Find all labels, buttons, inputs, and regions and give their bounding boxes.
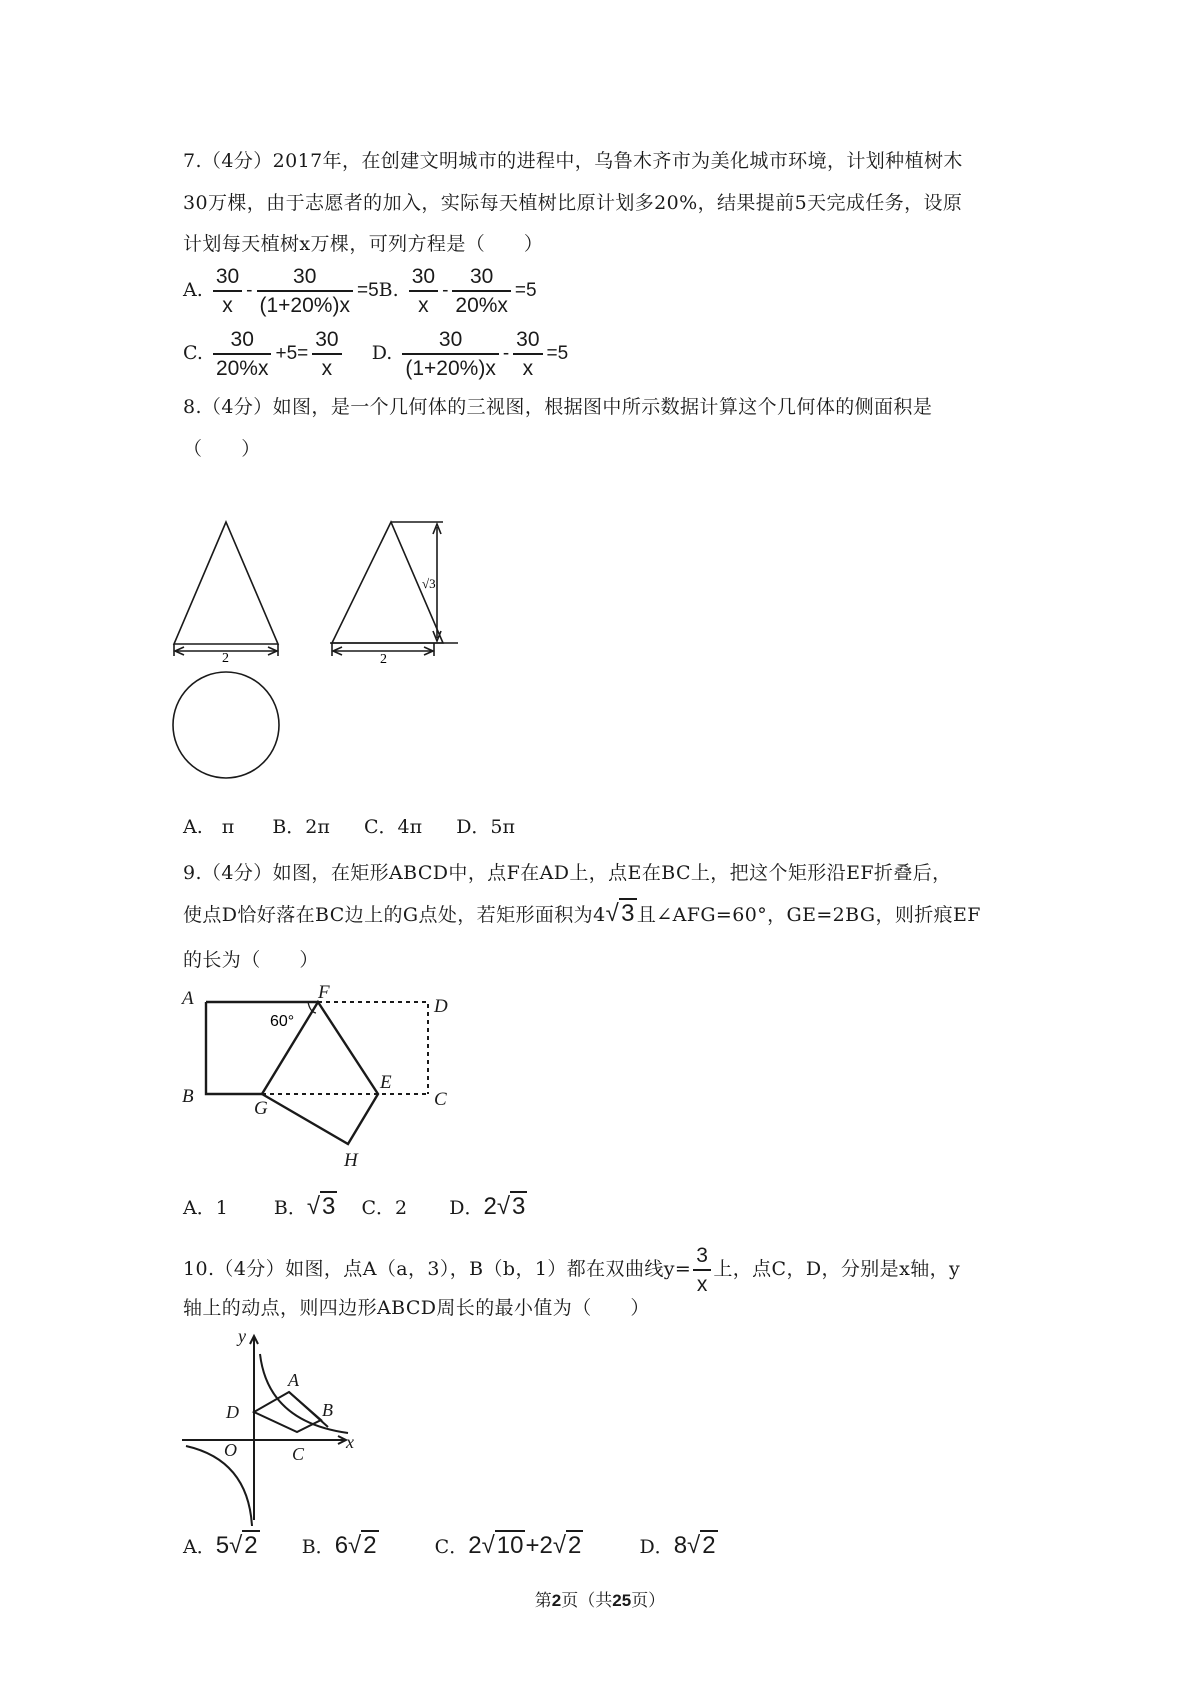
q10-label-c: C [292,1444,305,1464]
q9-label-g: G [254,1098,268,1119]
q10-hyperbola-frac: $\frac{3}{x}$ [693,1242,711,1298]
q9-label-b: B [182,1086,194,1107]
q10-options [183,1532,718,1560]
q7-options-row-1: A. $\frac{30}{x}$ - $\frac{30}{(1+20\%)x}$ =5B. $\frac{30}{x}$ - $\frac{30}{20\%x}$ =5 [183,265,537,317]
q9-angle-label: 60° [270,1013,295,1030]
q8-three-view-figure [170,510,500,790]
q10-option-d-value: 8√2 [673,1532,716,1559]
q8-option-c: C．4π [363,816,423,838]
q10-hyperbola-branch-2 [186,1446,252,1526]
q7-options-row-2: C. $\frac{30}{20\%x}$ +5= $\frac{30}{x}$ D. $\frac{30}{(1+20\%)x}$ - $\frac{30}{x}$ =5 [183,328,569,380]
q9-folded-rectangle-figure [178,982,468,1182]
q8-top-view-circle [173,672,279,778]
q8-side-width-label: 2 [380,652,387,667]
q9-label-e: E [380,1072,392,1093]
q9-option-b-label: B． [273,1197,307,1219]
q7-option-c-label: C. [183,342,203,364]
q8-options [183,812,515,839]
q9-option-b-value: √3 [306,1193,336,1220]
q8-front-width-label: 2 [222,651,229,666]
q8-line-2: （ ） [183,438,261,460]
q7-option-b-label: B. [378,279,399,301]
q10-label-o: O [224,1440,237,1460]
q10-label-x: x [346,1432,354,1452]
q10-line-2: 轴上的动点，则四边形ABCD周长的最小值为（ ） [183,1297,650,1319]
q9-option-d-label: D． [449,1197,484,1219]
q7-option-c-frac-1: $\frac{30}{20\%x}$ [213,326,272,382]
q7-line-3: 计划每天植树x万棵，可列方程是（ ） [183,233,544,255]
q9-line-2: 使点D恰好落在BC边上的G点处，若矩形面积为4√3 且∠AFG=60°，GE=2BG，则折痕EF [183,900,981,927]
q9-label-d: D [434,996,448,1017]
q10-option-c-label: C． [434,1536,469,1558]
total-page-count: 25 [612,1591,632,1610]
q10-option-d-label: D． [639,1536,674,1558]
q10-label-y: y [238,1330,246,1346]
q10-option-a-label: A． [183,1536,216,1558]
q9-label-h: H [344,1150,358,1171]
q7-option-b-frac-2: $\frac{30}{20\%x}$ [452,263,511,319]
q9-label-a: A [182,988,194,1009]
q8-option-a: A. π [183,816,235,838]
q9-option-a: A．1 [183,1197,228,1219]
q10-label-d: D [226,1402,239,1422]
q10-hyperbola-figure [178,1330,378,1530]
q7-option-a-frac-2: $\frac{30}{(1+20\%)x}$ [257,263,353,319]
current-page-number: 2 [551,1591,562,1610]
q7-option-c-frac-2: $\frac{30}{x}$ [312,326,341,382]
q10-option-a-value: 5√2 [215,1532,258,1559]
page-footer: 第2页（共25页） [534,1591,666,1611]
q10-label-a: A [288,1370,299,1390]
q8-option-d: D．5π [456,816,516,838]
q9-label-c: C [434,1089,447,1110]
q8-option-b: B．2π [272,816,330,838]
q7-option-a-frac-1: $\frac{30}{x}$ [213,263,242,319]
q10-option-b-value: 6√2 [334,1532,377,1559]
q8-line-1: 8.（4分）如图，是一个几何体的三视图，根据图中所示数据计算这个几何体的侧面积是 [183,396,933,418]
q10-line-1: 10.（4分）如图，点A（a，3），B（b，1）都在双曲线y= $\frac{3}{x}$ 上，点C，D，分别是x轴，y [183,1244,961,1296]
q7-option-d-label: D. [371,342,393,364]
q10-label-b: B [322,1400,333,1420]
q8-side-height-label: √3 [422,576,436,591]
q7-line-1: 7.（4分）2017年，在创建文明城市的进程中，乌鲁木齐市为美化城市环境，计划种植树木 [183,150,963,172]
q8-front-view [174,522,278,656]
q8-side-view [330,522,458,656]
q7-option-d-frac-2: $\frac{30}{x}$ [513,326,542,382]
q9-option-d-value: 2√3 [483,1193,526,1220]
q9-options [183,1193,527,1221]
q10-option-c-value: 2√10+2√2 [468,1532,582,1559]
q7-option-d-frac-1: $\frac{30}{(1+20\%)x}$ [402,326,498,382]
q7-option-b-frac-1: $\frac{30}{x}$ [409,263,438,319]
q10-option-b-label: B． [301,1536,335,1558]
q9-option-c: C．2 [361,1197,408,1219]
q7-option-a-label: A. [183,279,203,301]
q9-sqrt-3: √3 [605,900,635,927]
q9-line-3: 的长为（ ） [183,949,319,971]
q9-line-1: 9.（4分）如图，在矩形ABCD中，点F在AD上，点E在BC上，把这个矩形沿EF折叠后， [183,862,952,884]
q7-line-2: 30万棵，由于志愿者的加入，实际每天植树比原计划多20%，结果提前5天完成任务，设原 [183,192,963,214]
q9-label-f: F [318,982,330,1003]
